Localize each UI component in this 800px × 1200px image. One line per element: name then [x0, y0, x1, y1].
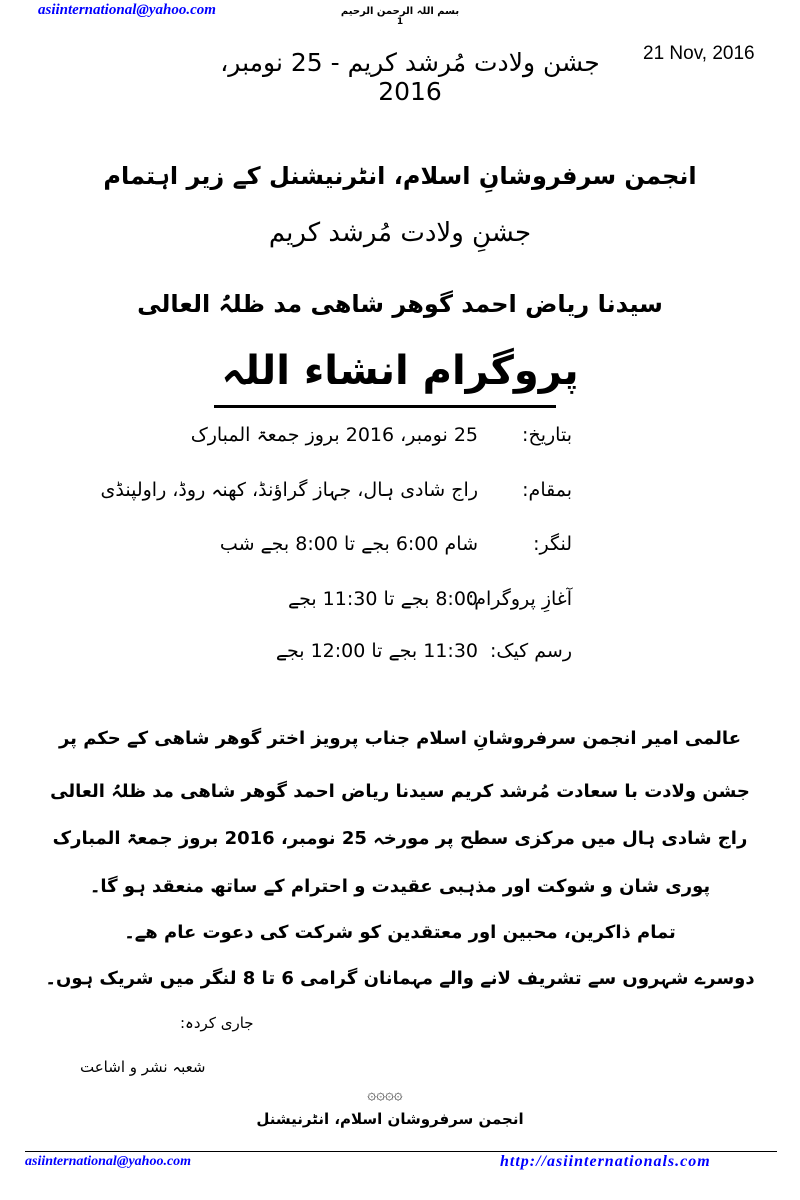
schedule-label-cake: رسم کیک: — [490, 640, 572, 662]
schedule-value-venue: راج شادی ہال، جہاز گراؤنڈ، کھنہ روڈ، راولپنڈی — [100, 479, 478, 501]
footer-divider — [25, 1151, 777, 1152]
title-underline — [214, 405, 556, 408]
schedule-value-langar: شام 6:00 بجے تا 8:00 بجے شب — [219, 533, 478, 555]
ornament-stars-icon: ۞۞۞۞ — [367, 1085, 403, 1103]
footer-organization: انجمن سرفروشان اسلام، انٹرنیشنل — [256, 1110, 524, 1128]
body-line: جشن ولادت با سعادت مُرشد کریم سیدنا ریاض احمد گوھر شاھی مد ظلہُ العالی — [50, 781, 750, 802]
footer-email-link[interactable]: asiinternational@yahoo.com — [25, 1154, 192, 1169]
schedule-label-program-start: آغازِ پروگرام: — [467, 588, 572, 610]
header-title: جشن ولادت مُرشد کریم - 25 نومبر، 2016 — [220, 48, 600, 106]
body-line: دوسرے شہروں سے تشریف لانے والے مہمانان گرامی 6 تا 8 لنگر میں شریک ہوں۔ — [45, 968, 755, 989]
organizer-line: انجمن سرفروشانِ اسلام، انٹرنیشنل کے زیر اہتمام — [103, 162, 697, 190]
schedule-value-program-start: 8:00 بجے تا 11:30 بجے — [287, 588, 478, 610]
body-line: تمام ذاکرین، محبین اور معتقدین کو شرکت کی دعوت عام ھے۔ — [124, 922, 676, 943]
body-line: عالمی امیر انجمن سرفروشانِ اسلام جناب پرویز اختر گوھر شاھی کے حکم پر — [58, 728, 741, 749]
program-title: پروگرام انشاء اللہ — [221, 348, 579, 394]
header-email-link[interactable]: asiinternational@yahoo.com — [38, 2, 216, 18]
schedule-label-langar: لنگر: — [533, 533, 572, 555]
body-line: پوری شان و شوکت اور مذہبی عقیدت و احترام کے ساتھ منعقد ہو گا۔ — [89, 876, 711, 897]
schedule-label-date: بتاریخ: — [522, 424, 572, 446]
footer-website-link[interactable]: http://asiinternationals.com — [500, 1153, 711, 1170]
body-line: راج شادی ہال میں مرکزی سطح پر مورخہ 25 نومبر، 2016 بروز جمعۃ المبارک — [52, 828, 748, 849]
schedule-value-date: 25 نومبر، 2016 بروز جمعۃ المبارک — [190, 424, 478, 446]
schedule-label-venue: بمقام: — [522, 479, 572, 501]
issued-by-label: جاری کردہ: — [180, 1014, 254, 1032]
event-name: جشنِ ولادت مُرشد کریم — [268, 218, 532, 248]
page-number: 1 — [396, 17, 404, 27]
header-date: 21 Nov, 2016 — [643, 43, 755, 64]
bismillah-text: بسم اللہ الرحمن الرحیم — [340, 6, 460, 17]
patron-line: سیدنا ریاض احمد گوھر شاھی مد ظلہُ العالی — [137, 290, 663, 318]
schedule-value-cake: 11:30 بجے تا 12:00 بجے — [275, 640, 478, 662]
department-name: شعبہ نشر و اشاعت — [80, 1058, 206, 1076]
